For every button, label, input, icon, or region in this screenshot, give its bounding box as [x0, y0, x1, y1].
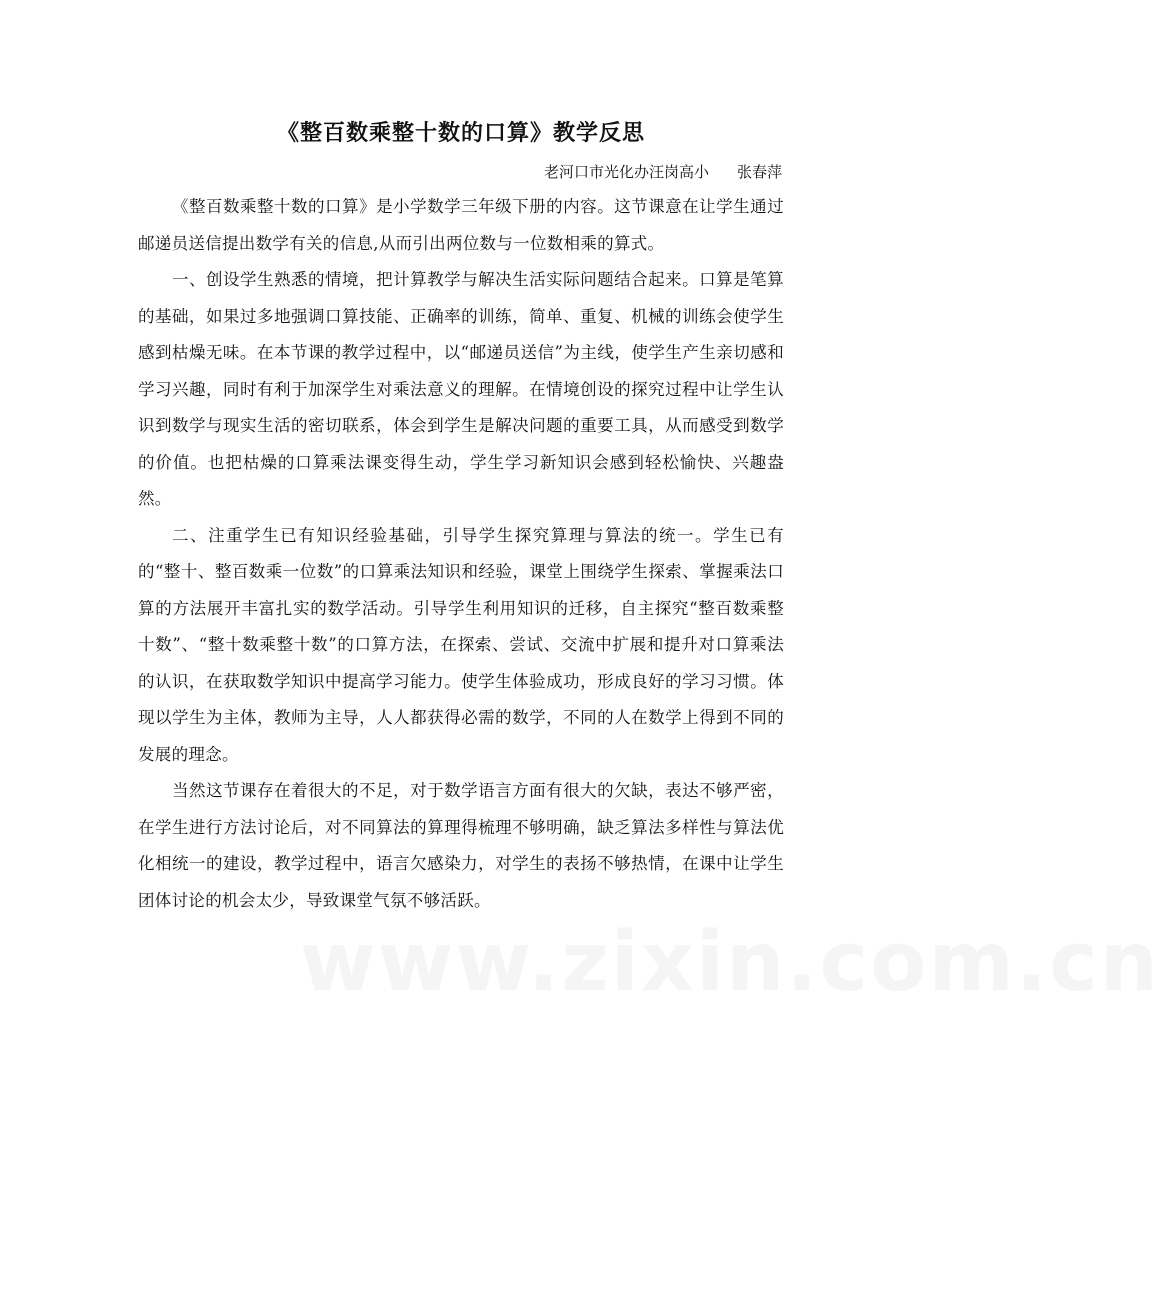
- document-body: [138, 189, 784, 919]
- watermark: www.zixin.com.cn: [300, 915, 1160, 1010]
- byline: [544, 160, 782, 184]
- paragraph-point-two: 二、注重学生已有知识经验基础，引导学生探究算理与算法的统一。学生已有的“整十、整百数乘一位数”的口算乘法知识和经验，课堂上围绕学生探索、掌握乘法口算的方法展开丰富扎实的数学活动。引导学生利用知识的迁移，自主探究“整百数乘整十数”、“整十数乘整十数”的口算方法，在探索、尝试、交流中扩展和提升对口算乘法的认识，在获取数学知识中提高学习能力。使学生体验成功，形成良好的学习习惯。体现以学生为主体，教师为主导，人人都获得必需的数学，不同的人在数学上得到不同的发展的理念。: [138, 525, 784, 764]
- document-title: 《整百数乘整十数的口算》教学反思: [276, 121, 645, 146]
- byline-school: 老河口市光化办汪岗高小: [543, 163, 709, 181]
- byline-author: 张春萍: [736, 163, 782, 181]
- paragraph-intro: 《整百数乘整十数的口算》是小学数学三年级下册的内容。这节课意在让学生通过邮递员送信提出数学有关的信息,从而引出两位数与一位数相乘的算式。: [138, 197, 784, 253]
- paragraph-shortcomings: 当然这节课存在着很大的不足，对于数学语言方面有很大的欠缺，表达不够严密，在学生进行方法讨论后，对不同算法的算理得梳理不够明确，缺乏算法多样性与算法优化相统一的建设，教学过程中，语言欠感染力，对学生的表扬不够热情，在课中让学生团体讨论的机会太少，导致课堂气氛不够活跃。: [138, 781, 784, 910]
- paragraph-point-one: 一、创设学生熟悉的情境，把计算教学与解决生活实际问题结合起来。口算是笔算的基础，如果过多地强调口算技能、正确率的训练，简单、重复、机械的训练会使学生感到枯燥无味。在本节课的教学过程中，以“邮递员送信”为主线，使学生产生亲切感和学习兴趣，同时有利于加深学生对乘法意义的理解。在情境创设的探究过程中让学生认识到数学与现实生活的密切联系，体会到学生是解决问题的重要工具，从而感受到数学的价值。也把枯燥的口算乘法课变得生动，学生学习新知识会感到轻松愉快、兴趣盎然。: [138, 270, 784, 508]
